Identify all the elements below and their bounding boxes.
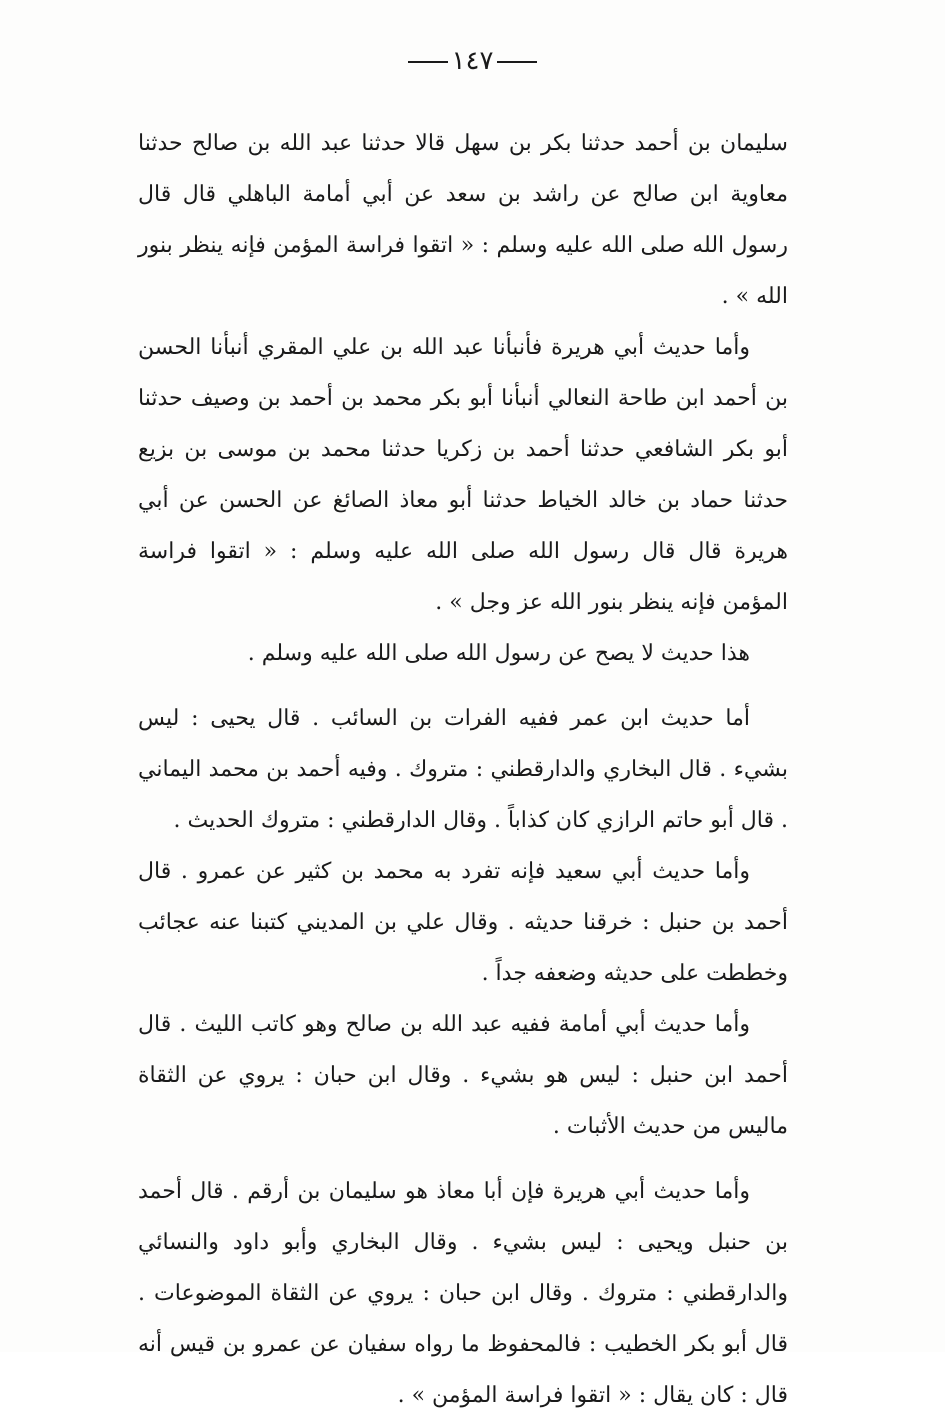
paragraph-abu-said: وأما حديث أبي سعيد فإنه تفرد به محمد بن كثير عن عمرو . قال أحمد بن حنبل : خرقنا حديثه . وقال علي بن المديني كتبنا عنه عجائب وخططت على حديثه وضعفه جداً . xyxy=(138,859,788,986)
paragraph-verdict: هذا حديث لا يصح عن رسول الله صلى الله عليه وسلم . xyxy=(247,641,750,666)
page-number-value: ١٤٧ xyxy=(451,46,494,76)
page-number-right-dash xyxy=(497,61,537,63)
body-text xyxy=(138,118,788,1421)
paragraph-isnad-abu-umama: سليمان بن أحمد حدثنا بكر بن سهل قالا حدثنا عبد الله بن صالح حدثنا معاوية ابن صالح عن راشد بن سعد عن أبي أمامة الباهلي قال قال رسول الله صلى الله عليه وسلم : « اتقوا فراسة المؤمن فإنه ينظر بنور الله » . xyxy=(138,131,788,309)
paragraph-ibn-umar: أما حديث ابن عمر ففيه الفرات بن السائب . قال يحيى : ليس بشيء . قال البخاري والدارقطني : متروك . وفيه أحمد بن محمد اليماني . قال أبو حاتم الرازي كان كذاباً . وقال الدارقطني : متروك الحديث . xyxy=(138,706,788,833)
paragraph-abu-huraira-isnad: وأما حديث أبي هريرة فأنبأنا عبد الله بن علي المقري أنبأنا الحسن بن أحمد ابن طاحة النعالي أنبأنا أبو بكر محمد بن أحمد بن وصيف حدثنا أبو بكر الشافعي حدثنا أحمد بن زكريا حدثنا محمد بن موسى بن بزيع حدثنا حماد بن خالد الخياط حدثنا أبو معاذ الصائغ عن الحسن عن أبي هريرة قال قال رسول الله صلى الله عليه وسلم : « اتقوا فراسة المؤمن فإنه ينظر بنور الله عز وجل » . xyxy=(138,335,788,615)
page-number-left-dash xyxy=(408,61,448,63)
paragraph-abu-umama: وأما حديث أبي أمامة ففيه عبد الله بن صالح وهو كاتب الليث . قال أحمد ابن حنبل : ليس هو بشيء . وقال ابن حبان : يروي عن الثقاة ماليس من حديث الأثبات . xyxy=(138,1012,788,1139)
paragraph-abu-huraira: وأما حديث أبي هريرة فإن أبا معاذ هو سليمان بن أرقم . قال أحمد بن حنبل ويحيى : ليس بشيء . وقال البخاري وأبو داود والنسائي والدارقطني : متروك . وقال ابن حبان : يروي عن الثقاة الموضوعات . قال أبو بكر الخطيب : فالمحفوظ ما رواه سفيان عن عمرو بن قيس أنه قال : كان يقال : « اتقوا فراسة المؤمن » . xyxy=(138,1179,788,1408)
page-number xyxy=(0,46,945,76)
